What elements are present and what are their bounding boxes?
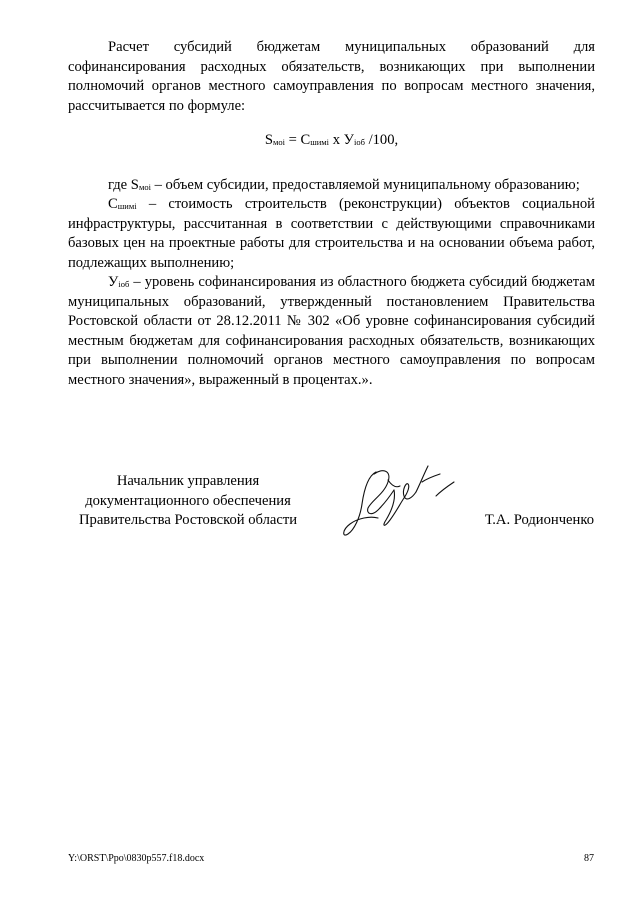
- signatory-title: [68, 472, 308, 531]
- definition-s-sub: моі: [138, 181, 151, 192]
- document-body: [68, 38, 595, 390]
- definition-y-sub: іоб: [118, 279, 130, 289]
- definition-y-text: – уровень софинансирования из областного бюджета субсидий бюджетам муниципальных образований, утвержденный постановлением Правительства Ростовской области от 28.12.2011 № 302 «Об уровне софинансирования субсидий местным бюджетам для софинансирования расходных обязательств, возникающих при выполнении полномочий органов местного самоуправления по вопросам местного значения», выраженный в процентах.».: [68, 274, 595, 388]
- definition-c-prefix: C: [108, 196, 118, 212]
- formula-s-sub: моі: [272, 137, 285, 147]
- footer-file-path: Y:\ORST\Ppo\0830p557.f18.docx: [68, 853, 205, 864]
- formula: [68, 131, 595, 151]
- signatory-title-line3: Правительства Ростовской области: [78, 512, 298, 528]
- intro-paragraph: Расчет субсидий бюджетам муниципальных образований для софинансирования расходных обязательств, возникающих при выполнении полномочий органов местного самоуправления по вопросам местного значения, рассчитывается по формуле:: [68, 39, 595, 114]
- signatory-title-line2: документационного обеспечения: [85, 492, 291, 509]
- formula-y-sub: іоб: [353, 137, 365, 147]
- definition-y: [68, 273, 595, 390]
- formula-eq: = C: [284, 132, 311, 148]
- signatory-title-line1: Начальник управления: [116, 473, 260, 489]
- footer-page-number: 87: [584, 853, 594, 864]
- definition-y-prefix: У: [108, 274, 119, 290]
- definition-c-sub: шимі: [117, 201, 137, 211]
- formula-mid: x У: [329, 132, 354, 148]
- handwritten-signature: [338, 460, 456, 542]
- formula-tail: /100,: [364, 132, 399, 148]
- definition-c: [68, 195, 595, 273]
- definition-s: [68, 176, 595, 196]
- definition-s-prefix: где S: [108, 176, 139, 193]
- formula-c-sub: шимі: [310, 137, 330, 147]
- definition-c-text: – стоимость строительств (реконструкции) объектов социальной инфраструктуры, рассчитанная в соответствии с действующими справочниками базовых цен на проектные работы для строительства и на основании объема работ, подлежащих выполнению;: [68, 196, 595, 271]
- definition-s-text: – объем субсидии, предоставляемой муниципальному образованию;: [150, 176, 580, 193]
- formula-s: S: [264, 132, 273, 148]
- signatory-name: Т.А. Родионченко: [484, 512, 594, 528]
